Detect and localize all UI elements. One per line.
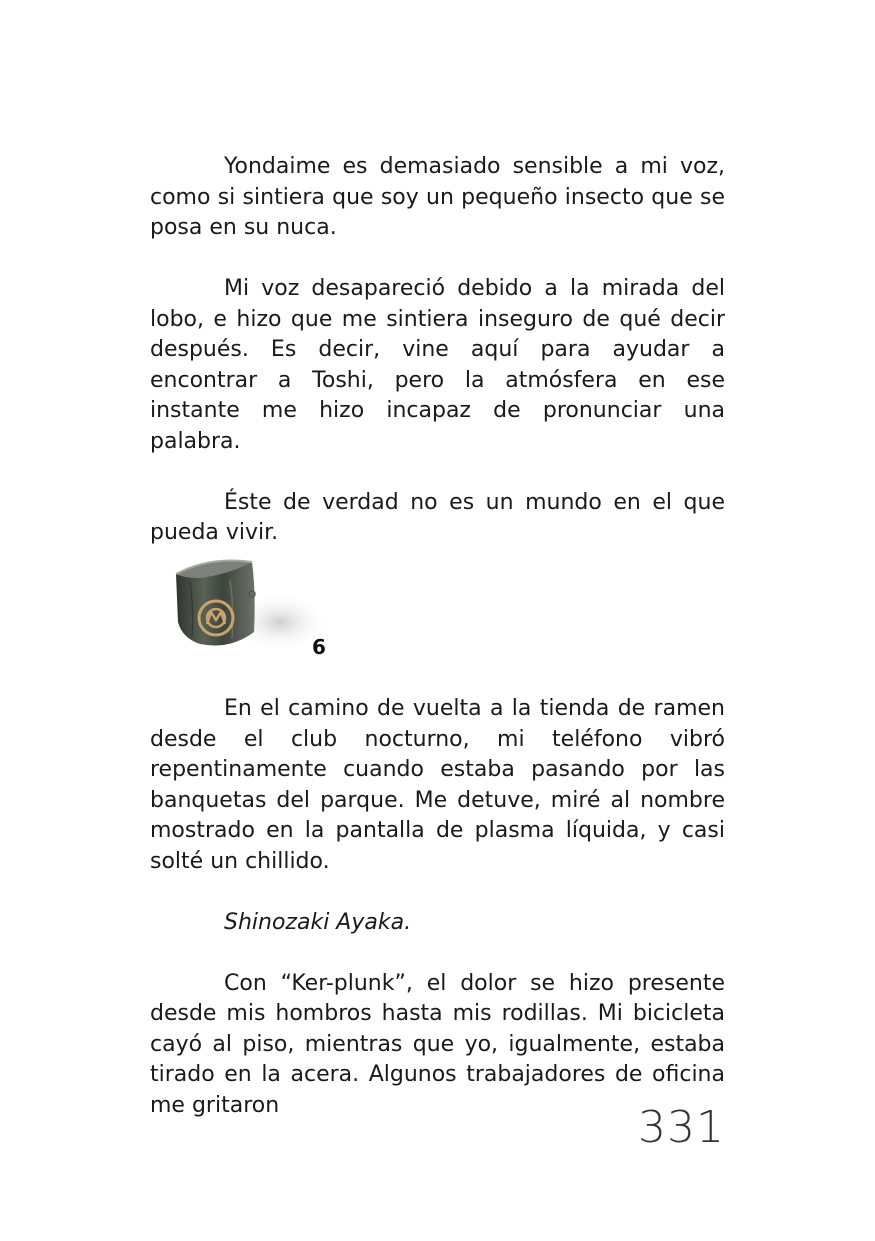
section-divider xyxy=(170,552,330,662)
text-block-top xyxy=(150,152,725,549)
paragraph: En el camino de vuelta a la tienda de ramen desde el club nocturno, mi teléfono vibró repentinamente cuando estaba pasando por las banquetas del parque. Me detuve, miré al nombre mostrado en la pantalla de plasma líquida, y casi solté un chillido. xyxy=(150,696,725,874)
paragraph: Yondaime es demasiado sensible a mi voz, como si sintiera que soy un pequeño insecto que se posa en su nuca. xyxy=(150,154,725,240)
section-number: 6 xyxy=(312,635,326,659)
paragraph: Con “Ker-plunk”, el dolor se hizo presente desde mis hombros hasta mis rodillas. Mi bicicleta cayó al piso, mientras que yo, igualmente, estaba tirado en la acera. Algunos trabajadores de oficina me gritaron xyxy=(150,970,725,1118)
page-number: 331 xyxy=(638,1102,725,1153)
crumpled-can-icon xyxy=(170,552,330,662)
paragraph-name: Shinozaki Ayaka. xyxy=(224,909,412,935)
paragraph: Mi voz desapareció debido a la mirada del lobo, e hizo que me sintiera inseguro de qué decir después. Es decir, vine aquí para ayudar a encontrar a Toshi, pero la atmósfera en ese instante me hizo incapaz de pronunciar una palabra. xyxy=(150,276,725,454)
text-block-bottom xyxy=(150,694,725,1121)
paragraph: Éste de verdad no es un mundo en el que pueda vivir. xyxy=(150,489,725,545)
